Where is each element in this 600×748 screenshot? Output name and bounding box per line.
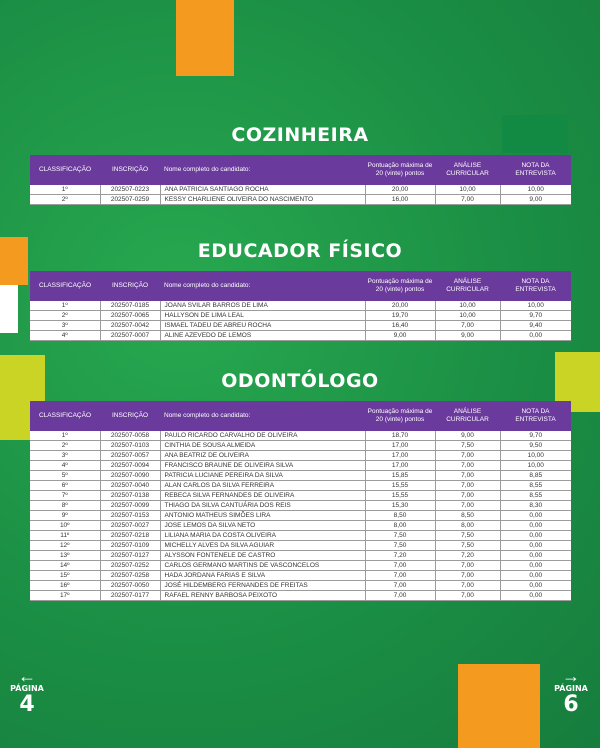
- cell-nome: KESSY CHARLIENE OLIVEIRA DO NASCIMENTO: [160, 195, 365, 205]
- cell-classificacao: 14º: [30, 561, 100, 571]
- cell-entrevista: 8,85: [500, 471, 571, 481]
- arrow-left-icon: ←: [18, 666, 36, 686]
- cell-pontuacao: 17,00: [365, 461, 435, 471]
- cell-classificacao: 3º: [30, 321, 100, 331]
- cell-entrevista: 0,00: [500, 591, 571, 601]
- cell-inscricao: 202507-0050: [100, 581, 160, 591]
- cell-analise: 9,00: [435, 431, 500, 441]
- cell-inscricao: 202507-0040: [100, 481, 160, 491]
- table-row: [30, 511, 571, 521]
- cell-pontuacao: 7,20: [365, 551, 435, 561]
- cell-analise: 7,00: [435, 195, 500, 205]
- cell-classificacao: 10º: [30, 521, 100, 531]
- cell-inscricao: 202507-0177: [100, 591, 160, 601]
- cell-nome: ALINE AZEVEDO DE LEMOS: [160, 331, 365, 341]
- cell-nome: ISMAEL TADEU DE ABREU ROCHA: [160, 321, 365, 331]
- cell-analise: 7,50: [435, 531, 500, 541]
- cell-entrevista: 9,70: [500, 431, 571, 441]
- cell-inscricao: 202507-0065: [100, 311, 160, 321]
- table-row: [30, 301, 571, 311]
- cell-nome: PAULO RICARDO CARVALHO DE OLIVEIRA: [160, 431, 365, 441]
- prev-page-number: 4: [19, 692, 35, 717]
- cell-entrevista: 8,30: [500, 501, 571, 511]
- header-inscricao: INSCRIÇÃO: [100, 401, 160, 431]
- cell-nome: RAFAEL RENNY BARBOSA PEIXOTO: [160, 591, 365, 601]
- table-row: [30, 195, 571, 205]
- cell-classificacao: 8º: [30, 501, 100, 511]
- cell-nome: CINTHIA DE SOUSA ALMEIDA: [160, 441, 365, 451]
- next-page-label: PÁGINA: [554, 684, 588, 693]
- cell-entrevista: 10,00: [500, 451, 571, 461]
- table-row: [30, 571, 571, 581]
- prev-page-label: PÁGINA: [10, 684, 44, 693]
- arrow-right-icon: →: [562, 666, 580, 686]
- cell-analise: 7,00: [435, 501, 500, 511]
- cell-inscricao: 202507-0090: [100, 471, 160, 481]
- cell-analise: 8,50: [435, 511, 500, 521]
- cell-entrevista: 0,00: [500, 521, 571, 531]
- cell-analise: 7,00: [435, 481, 500, 491]
- table-row: [30, 441, 571, 451]
- cell-nome: HADA JORDANA FARIAS E SILVA: [160, 571, 365, 581]
- next-page-number: 6: [563, 692, 579, 717]
- cell-classificacao: 12º: [30, 541, 100, 551]
- cell-inscricao: 202507-0027: [100, 521, 160, 531]
- header-nota-entrevista: NOTA DA ENTREVISTA: [500, 271, 571, 301]
- cell-analise: 10,00: [435, 185, 500, 195]
- cell-analise: 7,00: [435, 591, 500, 601]
- cell-pontuacao: 9,00: [365, 331, 435, 341]
- table-row: [30, 481, 571, 491]
- cell-inscricao: 202507-0127: [100, 551, 160, 561]
- table-row: [30, 311, 571, 321]
- cell-classificacao: 3º: [30, 451, 100, 461]
- cell-nome: FRANCISCO BRAUNE DE OLIVEIRA SILVA: [160, 461, 365, 471]
- cell-pontuacao: 15,30: [365, 501, 435, 511]
- cell-nome: ALYSSON FONTENELE DE CASTRO: [160, 551, 365, 561]
- table-row: [30, 321, 571, 331]
- table-educador-fisico: [30, 271, 571, 341]
- cell-nome: ANA PATRICIA SANTIAGO ROCHA: [160, 185, 365, 195]
- cell-pontuacao: 8,50: [365, 511, 435, 521]
- cell-pontuacao: 15,85: [365, 471, 435, 481]
- cell-pontuacao: 19,70: [365, 311, 435, 321]
- cell-analise: 7,00: [435, 571, 500, 581]
- cell-classificacao: 6º: [30, 481, 100, 491]
- cell-entrevista: 9,00: [500, 195, 571, 205]
- cell-entrevista: 0,00: [500, 511, 571, 521]
- cell-inscricao: 202507-0138: [100, 491, 160, 501]
- cell-entrevista: 0,00: [500, 531, 571, 541]
- cell-classificacao: 1º: [30, 185, 100, 195]
- header-inscricao: INSCRIÇÃO: [100, 155, 160, 185]
- header-analise-curricular: ANÁLISE CURRICULAR: [435, 155, 500, 185]
- orange-block-bottom: [458, 664, 540, 748]
- cell-analise: 7,00: [435, 451, 500, 461]
- cell-analise: 7,00: [435, 461, 500, 471]
- header-analise-curricular: ANÁLISE CURRICULAR: [435, 401, 500, 431]
- table-row: [30, 501, 571, 511]
- header-nome: Nome completo do candidato:: [160, 401, 365, 431]
- cell-entrevista: 8,55: [500, 481, 571, 491]
- cell-inscricao: 202507-0109: [100, 541, 160, 551]
- cell-nome: JOANA SVILAR BARROS DE LIMA: [160, 301, 365, 311]
- header-inscricao: INSCRIÇÃO: [100, 271, 160, 301]
- header-classificacao: CLASSIFICAÇÃO: [30, 271, 100, 301]
- white-block-left: [0, 285, 18, 333]
- cell-nome: CARLOS GERMANO MARTINS DE VASCONCELOS: [160, 561, 365, 571]
- header-nome: Nome completo do candidato:: [160, 155, 365, 185]
- cell-nome: PATRICIA LUCIANE PEREIRA DA SILVA: [160, 471, 365, 481]
- cell-nome: JOSÉ HILDEMBERG FERNANDES DE FREITAS: [160, 581, 365, 591]
- cell-classificacao: 13º: [30, 551, 100, 561]
- cell-classificacao: 4º: [30, 461, 100, 471]
- cell-analise: 7,50: [435, 541, 500, 551]
- cell-entrevista: 9,70: [500, 311, 571, 321]
- orange-block-top: [176, 0, 234, 76]
- header-nome: Nome completo do candidato:: [160, 271, 365, 301]
- cell-inscricao: 202507-0094: [100, 461, 160, 471]
- cell-classificacao: 2º: [30, 441, 100, 451]
- cell-inscricao: 202507-0153: [100, 511, 160, 521]
- section-title-odontologo: ODONTÓLOGO: [221, 370, 379, 392]
- cell-analise: 7,00: [435, 581, 500, 591]
- cell-inscricao: 202507-0218: [100, 531, 160, 541]
- cell-classificacao: 4º: [30, 331, 100, 341]
- cell-inscricao: 202507-0007: [100, 331, 160, 341]
- cell-inscricao: 202507-0258: [100, 571, 160, 581]
- cell-entrevista: 10,00: [500, 185, 571, 195]
- cell-inscricao: 202507-0099: [100, 501, 160, 511]
- cell-entrevista: 9,50: [500, 441, 571, 451]
- header-nota-entrevista: NOTA DA ENTREVISTA: [500, 155, 571, 185]
- cell-classificacao: 11º: [30, 531, 100, 541]
- cell-inscricao: 202507-0057: [100, 451, 160, 461]
- cell-pontuacao: 20,00: [365, 185, 435, 195]
- cell-pontuacao: 7,50: [365, 541, 435, 551]
- cell-inscricao: 202507-0252: [100, 561, 160, 571]
- table-row: [30, 581, 571, 591]
- cell-entrevista: 10,00: [500, 301, 571, 311]
- table-row: [30, 431, 571, 441]
- cell-entrevista: 0,00: [500, 561, 571, 571]
- table-row: [30, 521, 571, 531]
- header-nota-entrevista: NOTA DA ENTREVISTA: [500, 401, 571, 431]
- cell-nome: THIAGO DA SILVA CANTUÁRIA DOS REIS: [160, 501, 365, 511]
- table-row: [30, 331, 571, 341]
- cell-pontuacao: 17,00: [365, 451, 435, 461]
- cell-analise: 7,50: [435, 441, 500, 451]
- cell-analise: 7,00: [435, 561, 500, 571]
- cell-entrevista: 0,00: [500, 581, 571, 591]
- cell-pontuacao: 20,00: [365, 301, 435, 311]
- table-cozinheira: [30, 155, 571, 205]
- cell-pontuacao: 7,00: [365, 561, 435, 571]
- cell-analise: 8,00: [435, 521, 500, 531]
- cell-inscricao: 202507-0058: [100, 431, 160, 441]
- section-title-cozinheira: COZINHEIRA: [231, 124, 369, 146]
- header-analise-curricular: ANÁLISE CURRICULAR: [435, 271, 500, 301]
- cell-analise: 7,00: [435, 321, 500, 331]
- cell-analise: 10,00: [435, 311, 500, 321]
- cell-classificacao: 15º: [30, 571, 100, 581]
- cell-entrevista: 8,55: [500, 491, 571, 501]
- cell-nome: ALAN CARLOS DA SILVA FERREIRA: [160, 481, 365, 491]
- cell-classificacao: 16º: [30, 581, 100, 591]
- cell-nome: ANTONIO MATHEUS SIMÕES LIRA: [160, 511, 365, 521]
- cell-nome: JOSE LEMOS DA SILVA NETO: [160, 521, 365, 531]
- table-row: [30, 531, 571, 541]
- table-row: [30, 471, 571, 481]
- cell-nome: LILIANA MARIA DA COSTA OLIVEIRA: [160, 531, 365, 541]
- cell-entrevista: 0,00: [500, 541, 571, 551]
- cell-analise: 7,00: [435, 471, 500, 481]
- table-row: [30, 551, 571, 561]
- cell-pontuacao: 15,55: [365, 491, 435, 501]
- cell-classificacao: 1º: [30, 431, 100, 441]
- table-header-row: [30, 271, 571, 301]
- cell-pontuacao: 15,55: [365, 481, 435, 491]
- cell-entrevista: 9,40: [500, 321, 571, 331]
- header-classificacao: CLASSIFICAÇÃO: [30, 401, 100, 431]
- cell-pontuacao: 8,00: [365, 521, 435, 531]
- cell-inscricao: 202507-0223: [100, 185, 160, 195]
- cell-classificacao: 17º: [30, 591, 100, 601]
- cell-classificacao: 1º: [30, 301, 100, 311]
- cell-pontuacao: 16,40: [365, 321, 435, 331]
- table-row: [30, 591, 571, 601]
- table-header-row: [30, 155, 571, 185]
- cell-pontuacao: 7,50: [365, 531, 435, 541]
- cell-analise: 7,00: [435, 491, 500, 501]
- table-header-row: [30, 401, 571, 431]
- table-row: [30, 491, 571, 501]
- cell-inscricao: 202507-0042: [100, 321, 160, 331]
- cell-entrevista: 10,00: [500, 461, 571, 471]
- cell-classificacao: 2º: [30, 195, 100, 205]
- cell-classificacao: 7º: [30, 491, 100, 501]
- table-row: [30, 185, 571, 195]
- cell-analise: 10,00: [435, 301, 500, 311]
- prev-page-button[interactable]: [8, 668, 46, 717]
- cell-pontuacao: 7,00: [365, 571, 435, 581]
- cell-nome: MICHELLY ALVES DA SILVA AGUIAR: [160, 541, 365, 551]
- cell-classificacao: 5º: [30, 471, 100, 481]
- cell-classificacao: 2º: [30, 311, 100, 321]
- table-odontologo: [30, 401, 571, 601]
- cell-inscricao: 202507-0103: [100, 441, 160, 451]
- cell-entrevista: 0,00: [500, 331, 571, 341]
- header-pontuacao: Pontuação máxima de 20 (vinte) pontos: [365, 401, 435, 431]
- header-pontuacao: Pontuação máxima de 20 (vinte) pontos: [365, 155, 435, 185]
- cell-pontuacao: 18,70: [365, 431, 435, 441]
- cell-inscricao: 202507-0185: [100, 301, 160, 311]
- cell-nome: ANA BEATRIZ DE OLIVEIRA: [160, 451, 365, 461]
- cell-analise: 9,00: [435, 331, 500, 341]
- cell-pontuacao: 7,00: [365, 581, 435, 591]
- table-row: [30, 461, 571, 471]
- cell-nome: HALLYSON DE LIMA LEAL: [160, 311, 365, 321]
- cell-inscricao: 202507-0259: [100, 195, 160, 205]
- cell-entrevista: 0,00: [500, 571, 571, 581]
- header-pontuacao: Pontuação máxima de 20 (vinte) pontos: [365, 271, 435, 301]
- cell-pontuacao: 7,00: [365, 591, 435, 601]
- section-title-educador-fisico: EDUCADOR FÍSICO: [197, 240, 403, 262]
- table-row: [30, 561, 571, 571]
- cell-pontuacao: 17,00: [365, 441, 435, 451]
- cell-analise: 7,20: [435, 551, 500, 561]
- cell-classificacao: 9º: [30, 511, 100, 521]
- cell-pontuacao: 16,00: [365, 195, 435, 205]
- header-classificacao: CLASSIFICAÇÃO: [30, 155, 100, 185]
- cell-entrevista: 0,00: [500, 551, 571, 561]
- table-row: [30, 451, 571, 461]
- cell-nome: REBECA SILVA FERNANDES DE OLIVEIRA: [160, 491, 365, 501]
- table-row: [30, 541, 571, 551]
- next-page-button[interactable]: [552, 668, 590, 717]
